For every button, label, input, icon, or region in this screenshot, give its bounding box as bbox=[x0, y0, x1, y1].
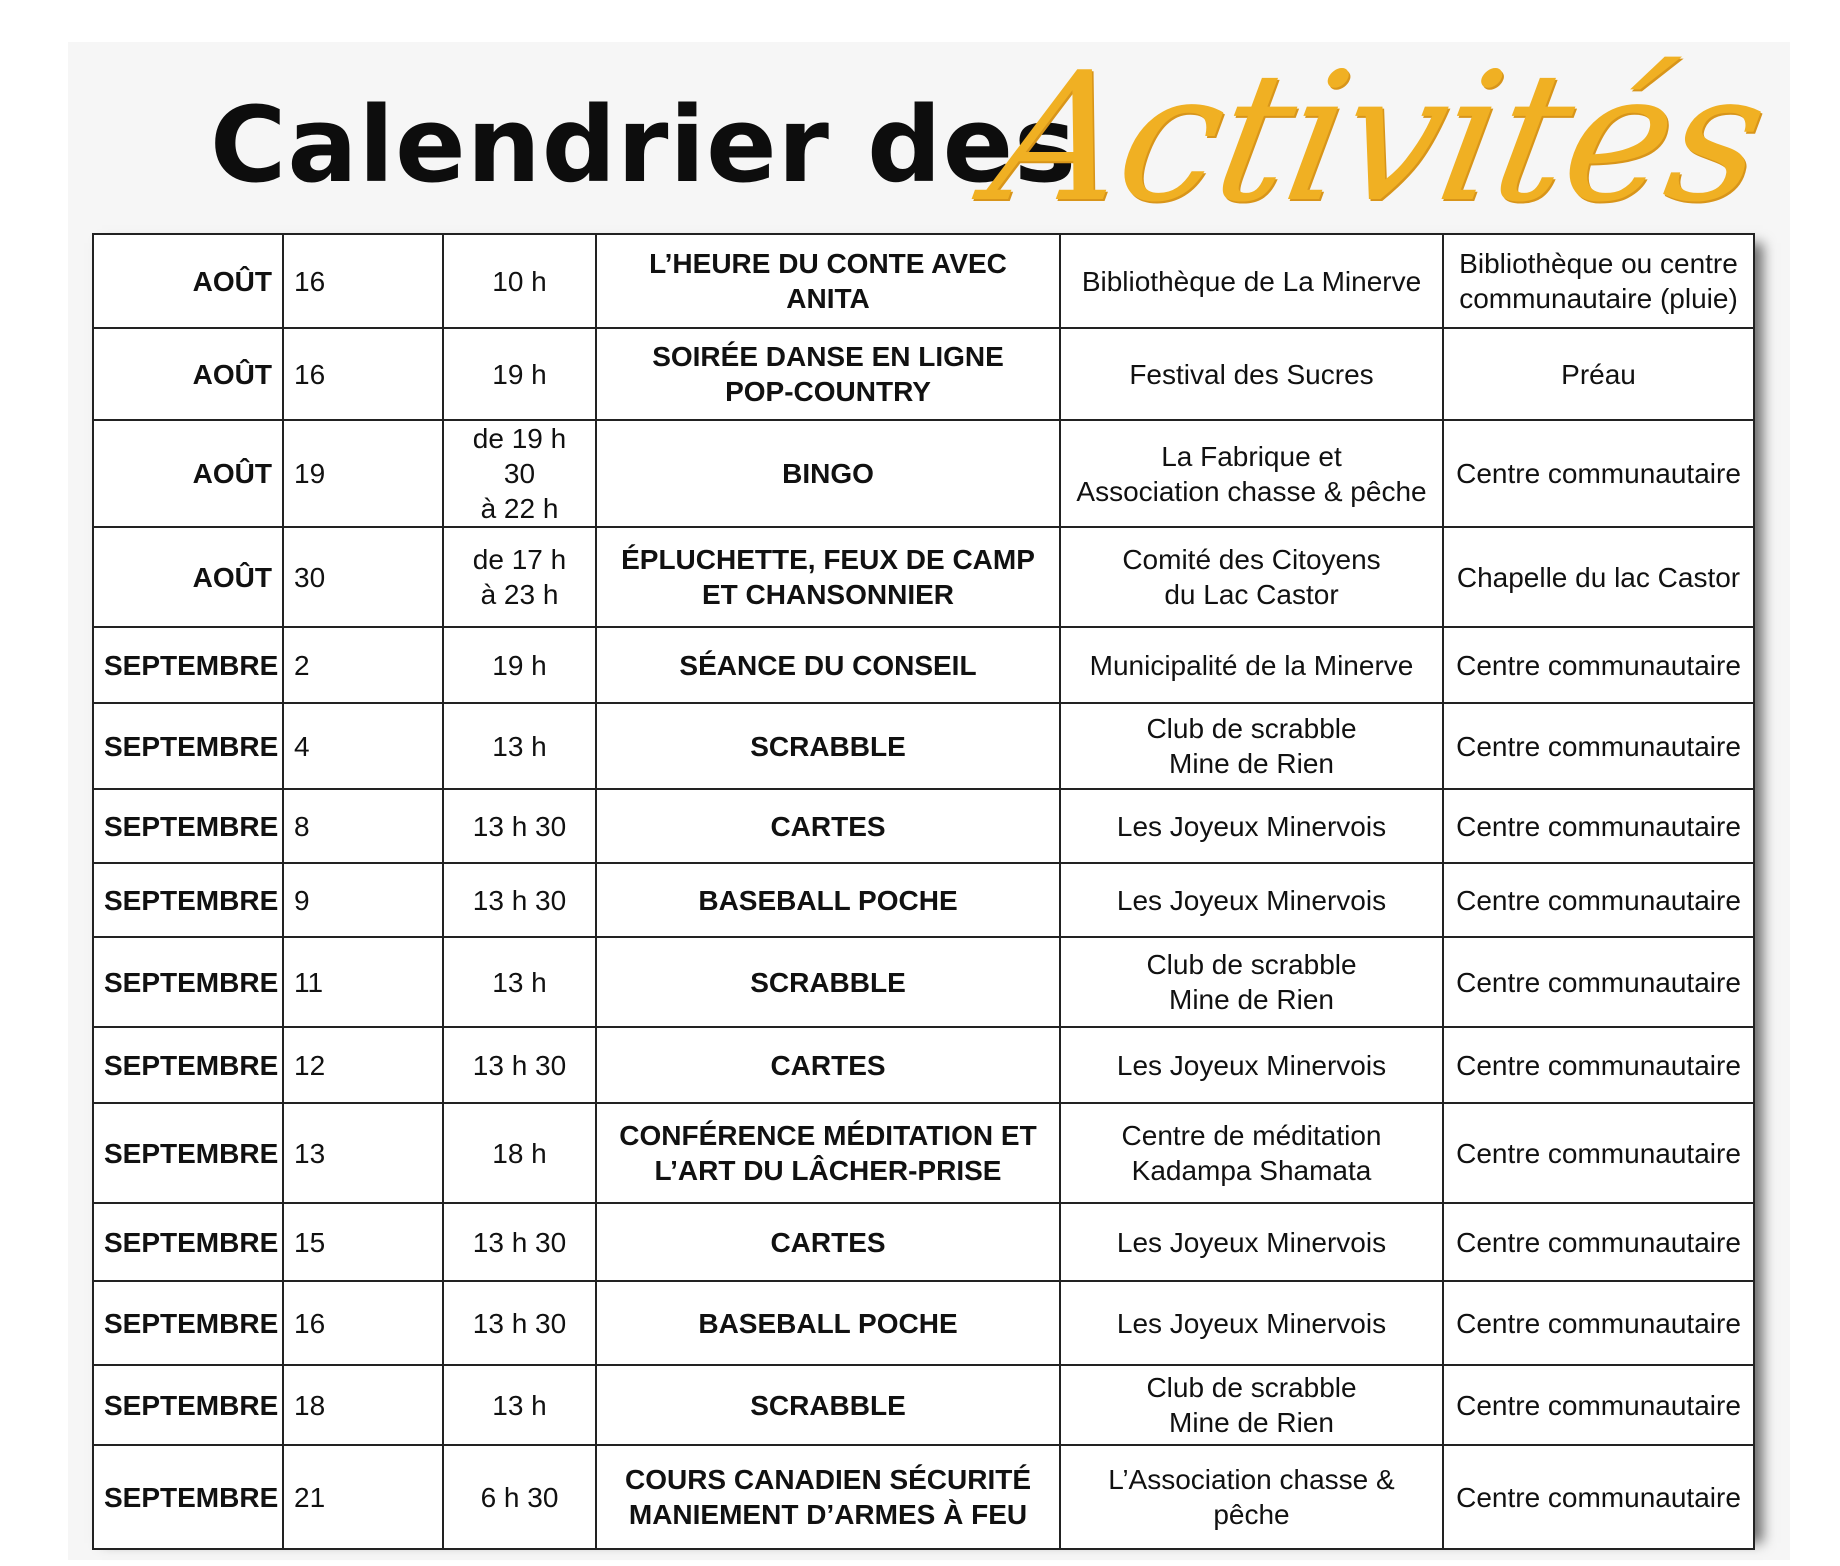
event-cell: ÉPLUCHETTE, FEUX DE CAMP ET CHANSONNIER bbox=[596, 527, 1060, 627]
place-cell: Centre communautaire bbox=[1443, 627, 1754, 703]
place-cell: Centre communautaire bbox=[1443, 789, 1754, 863]
place-cell: Centre communautaire bbox=[1443, 1281, 1754, 1365]
place-cell: Centre communautaire bbox=[1443, 863, 1754, 937]
place-cell: Centre communautaire bbox=[1443, 420, 1754, 527]
month-cell: SEPTEMBRE bbox=[93, 1281, 283, 1365]
organizer-cell: Les Joyeux Minervois bbox=[1060, 1281, 1443, 1365]
table-row bbox=[93, 234, 1754, 328]
time-cell: de 19 h 30 à 22 h bbox=[443, 420, 596, 527]
day-cell: 16 bbox=[283, 1281, 443, 1365]
event-cell: CONFÉRENCE MÉDITATION ET L’ART DU LÂCHER-PRISE bbox=[596, 1103, 1060, 1203]
month-cell: SEPTEMBRE bbox=[93, 789, 283, 863]
place-cell: Centre communautaire bbox=[1443, 937, 1754, 1027]
day-cell: 11 bbox=[283, 937, 443, 1027]
place-cell: Chapelle du lac Castor bbox=[1443, 527, 1754, 627]
time-cell: 19 h bbox=[443, 627, 596, 703]
activities-table-body bbox=[93, 234, 1754, 1549]
place-cell: Bibliothèque ou centre communautaire (pluie) bbox=[1443, 234, 1754, 328]
event-cell: SOIRÉE DANSE EN LIGNE POP-COUNTRY bbox=[596, 328, 1060, 420]
event-cell: COURS CANADIEN SÉCURITÉ MANIEMENT D’ARMES À FEU bbox=[596, 1445, 1060, 1549]
event-cell: SCRABBLE bbox=[596, 937, 1060, 1027]
table-row bbox=[93, 789, 1754, 863]
organizer-cell: Bibliothèque de La Minerve bbox=[1060, 234, 1443, 328]
table-row bbox=[93, 627, 1754, 703]
table-row bbox=[93, 863, 1754, 937]
organizer-cell: Les Joyeux Minervois bbox=[1060, 789, 1443, 863]
time-cell: 13 h 30 bbox=[443, 863, 596, 937]
table-row bbox=[93, 1027, 1754, 1103]
table-row bbox=[93, 328, 1754, 420]
place-cell: Centre communautaire bbox=[1443, 1445, 1754, 1549]
title-script-text: Activités bbox=[977, 34, 1779, 241]
day-cell: 21 bbox=[283, 1445, 443, 1549]
event-cell: BASEBALL POCHE bbox=[596, 1281, 1060, 1365]
table-row bbox=[93, 1103, 1754, 1203]
day-cell: 18 bbox=[283, 1365, 443, 1445]
month-cell: AOÛT bbox=[93, 234, 283, 328]
month-cell: AOÛT bbox=[93, 328, 283, 420]
time-cell: 13 h 30 bbox=[443, 1027, 596, 1103]
organizer-cell: Festival des Sucres bbox=[1060, 328, 1443, 420]
place-cell: Centre communautaire bbox=[1443, 703, 1754, 789]
organizer-cell: Comité des Citoyens du Lac Castor bbox=[1060, 527, 1443, 627]
month-cell: SEPTEMBRE bbox=[93, 1103, 283, 1203]
event-cell: SCRABBLE bbox=[596, 1365, 1060, 1445]
place-cell: Centre communautaire bbox=[1443, 1203, 1754, 1281]
table-row bbox=[93, 1445, 1754, 1549]
month-cell: SEPTEMBRE bbox=[93, 863, 283, 937]
time-cell: 19 h bbox=[443, 328, 596, 420]
day-cell: 4 bbox=[283, 703, 443, 789]
month-cell: SEPTEMBRE bbox=[93, 937, 283, 1027]
table-row bbox=[93, 527, 1754, 627]
organizer-cell: Les Joyeux Minervois bbox=[1060, 863, 1443, 937]
table-row bbox=[93, 1203, 1754, 1281]
table-row bbox=[93, 703, 1754, 789]
organizer-cell: Les Joyeux Minervois bbox=[1060, 1027, 1443, 1103]
time-cell: 6 h 30 bbox=[443, 1445, 596, 1549]
month-cell: SEPTEMBRE bbox=[93, 1027, 283, 1103]
organizer-cell: Les Joyeux Minervois bbox=[1060, 1203, 1443, 1281]
month-cell: SEPTEMBRE bbox=[93, 1203, 283, 1281]
day-cell: 19 bbox=[283, 420, 443, 527]
time-cell: 10 h bbox=[443, 234, 596, 328]
organizer-cell: Centre de méditation Kadampa Shamata bbox=[1060, 1103, 1443, 1203]
event-cell: CARTES bbox=[596, 1027, 1060, 1103]
event-cell: SÉANCE DU CONSEIL bbox=[596, 627, 1060, 703]
day-cell: 13 bbox=[283, 1103, 443, 1203]
place-cell: Centre communautaire bbox=[1443, 1365, 1754, 1445]
time-cell: 13 h bbox=[443, 1365, 596, 1445]
time-cell: 13 h 30 bbox=[443, 789, 596, 863]
day-cell: 16 bbox=[283, 328, 443, 420]
day-cell: 30 bbox=[283, 527, 443, 627]
month-cell: AOÛT bbox=[93, 527, 283, 627]
day-cell: 2 bbox=[283, 627, 443, 703]
time-cell: 13 h 30 bbox=[443, 1281, 596, 1365]
day-cell: 16 bbox=[283, 234, 443, 328]
activities-table-container bbox=[92, 233, 1753, 1533]
day-cell: 8 bbox=[283, 789, 443, 863]
month-cell: SEPTEMBRE bbox=[93, 1365, 283, 1445]
table-row bbox=[93, 1365, 1754, 1445]
event-cell: BINGO bbox=[596, 420, 1060, 527]
time-cell: 13 h bbox=[443, 937, 596, 1027]
activities-table bbox=[92, 233, 1755, 1550]
place-cell: Centre communautaire bbox=[1443, 1027, 1754, 1103]
time-cell: de 17 h à 23 h bbox=[443, 527, 596, 627]
month-cell: SEPTEMBRE bbox=[93, 703, 283, 789]
organizer-cell: Club de scrabble Mine de Rien bbox=[1060, 1365, 1443, 1445]
time-cell: 18 h bbox=[443, 1103, 596, 1203]
title-main-text: Calendrier des bbox=[210, 84, 1078, 206]
month-cell: SEPTEMBRE bbox=[93, 1445, 283, 1549]
event-cell: L’HEURE DU CONTE AVEC ANITA bbox=[596, 234, 1060, 328]
place-cell: Centre communautaire bbox=[1443, 1103, 1754, 1203]
organizer-cell: La Fabrique et Association chasse & pêche bbox=[1060, 420, 1443, 527]
event-cell: CARTES bbox=[596, 789, 1060, 863]
organizer-cell: Municipalité de la Minerve bbox=[1060, 627, 1443, 703]
organizer-cell: Club de scrabble Mine de Rien bbox=[1060, 703, 1443, 789]
time-cell: 13 h bbox=[443, 703, 596, 789]
month-cell: SEPTEMBRE bbox=[93, 627, 283, 703]
page-title bbox=[210, 34, 1779, 241]
day-cell: 9 bbox=[283, 863, 443, 937]
event-cell: CARTES bbox=[596, 1203, 1060, 1281]
organizer-cell: L’Association chasse & pêche bbox=[1060, 1445, 1443, 1549]
event-cell: SCRABBLE bbox=[596, 703, 1060, 789]
place-cell: Préau bbox=[1443, 328, 1754, 420]
table-row bbox=[93, 420, 1754, 527]
month-cell: AOÛT bbox=[93, 420, 283, 527]
table-row bbox=[93, 937, 1754, 1027]
day-cell: 15 bbox=[283, 1203, 443, 1281]
organizer-cell: Club de scrabble Mine de Rien bbox=[1060, 937, 1443, 1027]
table-row bbox=[93, 1281, 1754, 1365]
time-cell: 13 h 30 bbox=[443, 1203, 596, 1281]
day-cell: 12 bbox=[283, 1027, 443, 1103]
event-cell: BASEBALL POCHE bbox=[596, 863, 1060, 937]
